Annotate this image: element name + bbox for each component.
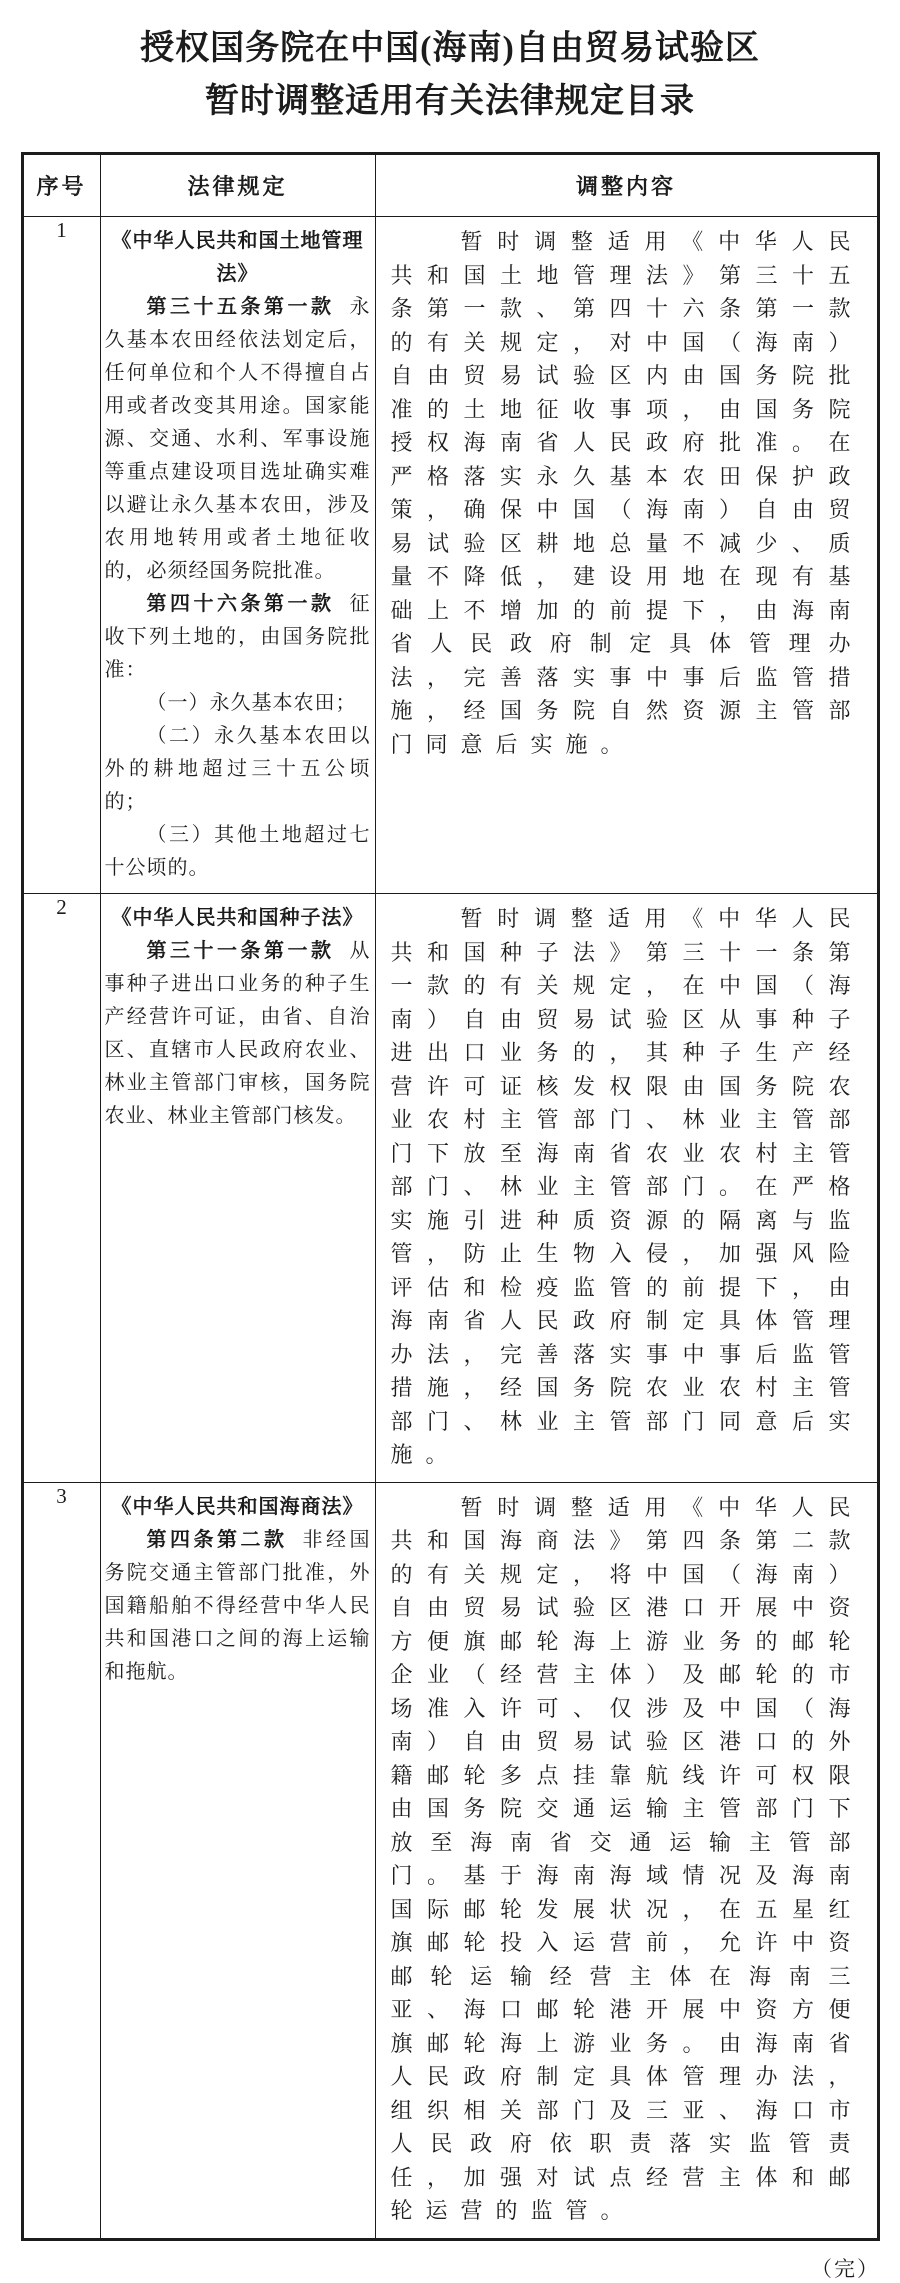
law-table [21, 152, 880, 2241]
end-mark: （完） [811, 2256, 880, 2281]
law-list-item: （一）永久基本农田； [146, 692, 357, 714]
clause-text: 征收下列土地的，由国务院批准： [104, 593, 371, 681]
law-name: 《中华人民共和国海商法》 [111, 1495, 364, 1518]
clause-text: 永久基本农田经依法划定后，任何单位和个人不得擅自占用或者改变其用途。国家能源、交通、水利、军事设施等重点建设项目选址确实难以避让永久基本农田，涉及农用地转用或者土地征收的，必须经国务院批准。 [104, 296, 371, 582]
clause-lead: 第三十五条第一款 [146, 296, 335, 318]
clause-text: 从事种子进出口业务的种子生产经营许可证，由省、自治区、直辖市人民政府农业、林业主管部门审核，国务院农业、林业主管部门核发。 [104, 940, 371, 1127]
clause-lead: 第三十一条第一款 [146, 940, 335, 962]
law-list-item: （二）永久基本农田以外的耕地超过三十五公顷的； [104, 725, 371, 813]
header-col-adjustment: 调整内容 [375, 154, 878, 217]
law-name: 《中华人民共和国种子法》 [111, 907, 364, 929]
serial-number-cell: 3 [22, 1482, 100, 2239]
adjustment-cell [375, 1482, 878, 2239]
header-col-serial: 序号 [22, 154, 100, 217]
law-name: 《中华人民共和国土地管理法》 [111, 230, 364, 285]
law-clause [105, 935, 371, 1133]
page-title-line-2: 暂时调整适用有关法律规定目录 [205, 83, 695, 120]
law-cell [100, 217, 375, 894]
table-row-1 [22, 217, 878, 894]
adjustment-cell [375, 217, 878, 894]
adjustment-text: 暂时调整适用《中华人民共和国种子法》第三十一条第一款的有关规定，在中国（海南）自由贸易试验区从事种子进出口业务的，其种子生产经营许可证核发权限由国务院农业农村主管部门、林业主管部门下放至海南省农业农村主管部门、林业主管部门。在严格实施引进种质资源的隔离与监管，防止生物入侵，加强风险评估和检疫监管的前提下，由海南省人民政府制定具体管理办法，完善落实事中事后监管措施，经国务院农业农村主管部门、林业主管部门同意后实施。 [390, 906, 864, 1467]
adjustment-text: 暂时调整适用《中华人民共和国海商法》第四条第二款的有关规定，将中国（海南）自由贸易试验区港口开展中资方便旗邮轮海上游业务的邮轮企业（经营主体）及邮轮的市场准入许可、仅涉及中国（海南）自由贸易试验区港口的外籍邮轮多点挂靠航线许可权限由国务院交通运输主管部门下放至海南省交通运输主管部门。基于海南海域情况及海南国际邮轮发展状况，在五星红旗邮轮投入运营前，允许中资邮轮运输经营主体在海南三亚、海口邮轮港开展中资方便旗邮轮海上游业务。由海南省人民政府制定具体管理办法，组织相关部门及三亚、海口市人民政府依职责落实监管责任，加强对试点经营主体和邮轮运营的监管。 [390, 1494, 864, 2223]
clause-lead: 第四十六条第一款 [146, 593, 335, 615]
header-col-law: 法律规定 [100, 154, 375, 217]
header-row [22, 154, 878, 217]
clause-lead: 第四条第二款 [146, 1528, 288, 1551]
serial-number-cell: 2 [22, 894, 100, 1483]
table-header [22, 154, 878, 217]
law-cell [100, 894, 375, 1483]
serial-number-cell: 1 [22, 217, 100, 894]
adjustment-cell [375, 894, 878, 1483]
law-list-item: （三）其他土地超过七十公顷的。 [104, 824, 371, 879]
law-clause [105, 588, 371, 687]
adjustment-text: 暂时调整适用《中华人民共和国土地管理法》第三十五条第一款、第四十六条第一款的有关规定，对中国（海南）自由贸易试验区内由国务院批准的土地征收事项，由国务院授权海南省人民政府批准。在严格落实永久基本农田保护政策，确保中国（海南）自由贸易试验区耕地总量不减少、质量不降低，建设用地在现有基础上不增加的前提下，由海南省人民政府制定具体管理办法，完善落实事中事后监管措施，经国务院自然资源主管部门同意后实施。 [390, 229, 864, 757]
clause-text: 非经国务院交通主管部门批准，外国籍船舶不得经营中华人民共和国港口之间的海上运输和拖航。 [104, 1528, 371, 1683]
page-title-line-1: 授权国务院在中国(海南)自由贸易试验区 [140, 30, 760, 67]
law-clause [105, 291, 371, 588]
table-row-3 [22, 1482, 878, 2239]
law-cell [100, 1482, 375, 2239]
table-row-2 [22, 894, 878, 1483]
law-clause [105, 1524, 371, 1689]
page-title [0, 22, 900, 128]
